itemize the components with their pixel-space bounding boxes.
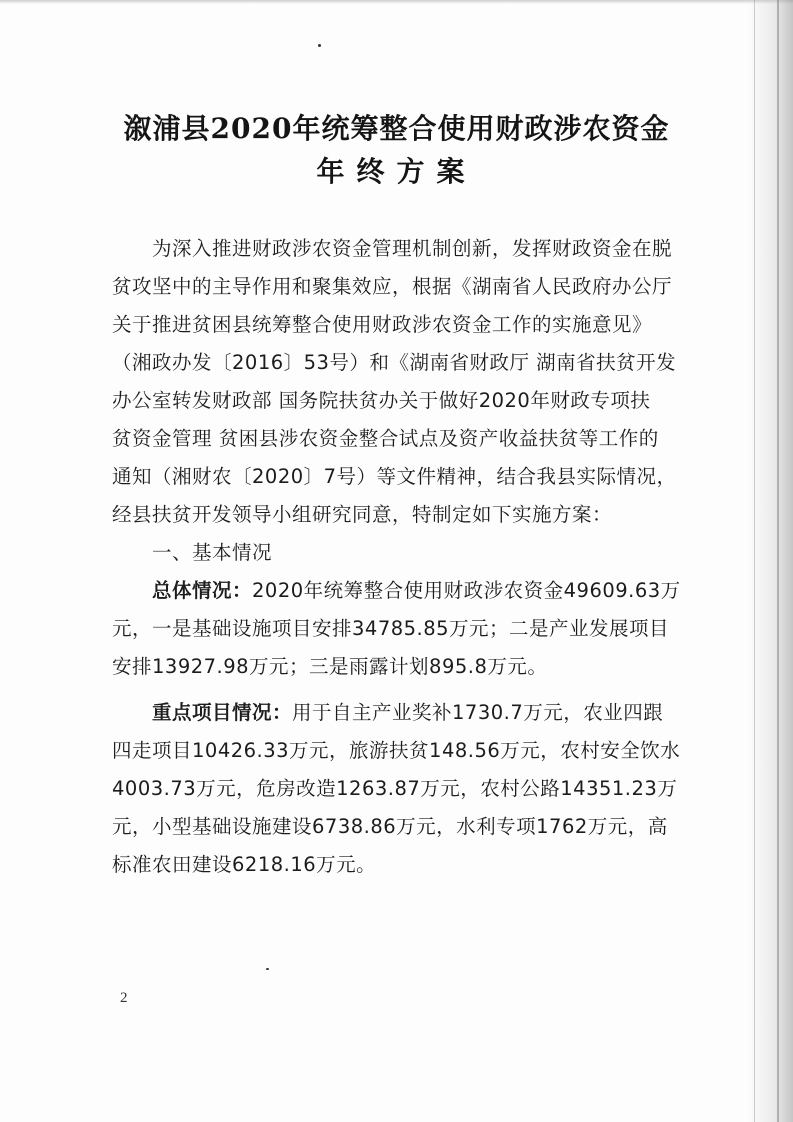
overall-situation-text: 2020年统筹整合使用财政涉农资金49609.63万 bbox=[252, 579, 681, 602]
overall-situation-line3: 安排13927.98万元；三是雨露计划895.8万元。 bbox=[112, 655, 548, 678]
key-projects-line1 bbox=[152, 697, 663, 725]
paragraph-line: 贫攻坚中的主导作用和聚集效应，根据《湖南省人民政府办公厅 bbox=[112, 275, 673, 298]
scan-speck bbox=[266, 968, 269, 970]
key-projects-line4: 元，小型基础设施建设6738.86万元，水利专项1762万元，高 bbox=[112, 815, 668, 838]
section-heading: 一、基本情况 bbox=[152, 541, 273, 564]
paragraph-line: 为深入推进财政涉农资金管理机制创新，发挥财政资金在脱 bbox=[152, 237, 673, 260]
scan-speck bbox=[318, 44, 321, 47]
document-title-line1: 溆浦县2020年统筹整合使用财政涉农资金 bbox=[123, 112, 670, 145]
key-projects-line3: 4003.73万元，危房改造1263.87万元，农村公路14351.23万 bbox=[112, 777, 678, 800]
key-projects-line2: 四走项目10426.33万元，旅游扶贫148.56万元，农村安全饮水 bbox=[112, 739, 681, 762]
document-title-line2: 年终方案 bbox=[316, 155, 477, 188]
paragraph-line: 贫资金管理 贫困县涉农资金整合试点及资产收益扶贫等工作的 bbox=[112, 427, 659, 450]
paragraph-line: 关于推进贫困县统筹整合使用财政涉农资金工作的实施意见》 bbox=[112, 313, 653, 336]
paragraph-line: 通知（湘财农〔2020〕7号）等文件精神，结合我县实际情况， bbox=[112, 465, 677, 488]
key-projects-line5: 标准农田建设6218.16万元。 bbox=[112, 853, 377, 876]
page-number: 2 bbox=[120, 990, 128, 1006]
key-projects-text: 用于自主产业奖补1730.7万元，农业四跟 bbox=[292, 701, 664, 724]
paragraph-line: 办公室转发财政部 国务院扶贫办关于做好2020年财政专项扶 bbox=[112, 389, 651, 412]
paragraph-line: 经县扶贫开发领导小组研究同意，特制定如下实施方案： bbox=[112, 503, 613, 526]
overall-situation-line1 bbox=[152, 575, 681, 603]
scan-top-edge bbox=[0, 0, 793, 4]
key-projects-label: 重点项目情况： bbox=[152, 701, 293, 724]
overall-situation-line2: 元，一是基础设施项目安排34785.85万元；二是产业发展项目 bbox=[112, 617, 670, 640]
overall-situation-label: 总体情况： bbox=[152, 579, 253, 602]
paragraph-line: （湘政办发〔2016〕53号）和《湖南省财政厅 湖南省扶贫开发 bbox=[112, 351, 677, 374]
